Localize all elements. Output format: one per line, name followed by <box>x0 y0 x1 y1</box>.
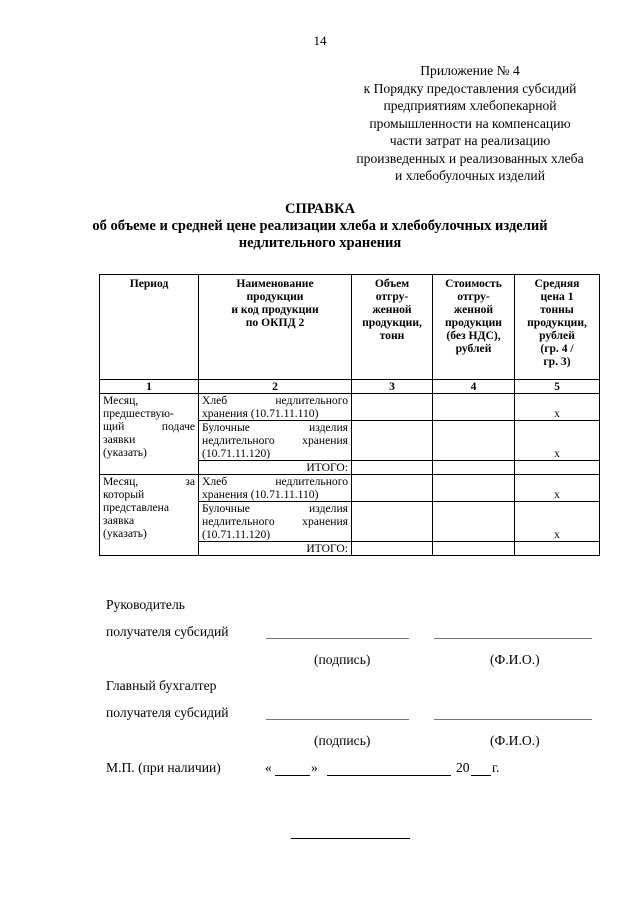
total-cost-cell <box>433 461 515 475</box>
page-number: 14 <box>313 33 327 48</box>
column-number: 5 <box>515 380 600 394</box>
title-line2: недлительного хранения <box>238 235 402 251</box>
appendix-line: Приложение № 4 <box>420 63 520 78</box>
date-close-quote: » <box>311 760 318 775</box>
date-open-quote: « <box>265 760 272 775</box>
signature-caption: (подпись) <box>314 733 371 748</box>
header-volume: Объем отгру- женной продукции, тонн <box>352 275 433 380</box>
product-name-cell: Хлеб недлительного хранения (10.71.11.110) <box>199 394 352 421</box>
cost-cell <box>433 502 515 542</box>
product-name-cell: Булочные изделия недлительного хранения (10.71.11.120) <box>199 421 352 461</box>
document-title <box>0 201 640 252</box>
closing-divider <box>291 838 410 839</box>
total-volume-cell <box>352 461 433 475</box>
total-average-cell <box>515 461 600 475</box>
date-month-field[interactable] <box>327 775 451 776</box>
header-cost: Стоимость отгру- женной продукции (без НДС), рублей <box>433 275 515 380</box>
title-line1: об объеме и средней цене реализации хлеба и хлебобулочных изделий <box>92 218 548 234</box>
average-price-cell: х <box>515 394 600 421</box>
appendix-line: промышленности на компенсацию <box>369 115 571 131</box>
cost-cell <box>433 475 515 502</box>
product-name-cell: Хлеб недлительного хранения (10.71.11.110) <box>199 475 352 502</box>
signature-caption: (подпись) <box>314 652 371 667</box>
name-caption: (Ф.И.О.) <box>490 733 540 748</box>
period-cell: Месяц, за который представлена заявка (указать) <box>100 475 199 556</box>
column-number-row <box>100 380 600 394</box>
average-price-cell: х <box>515 475 600 502</box>
year-prefix: 20 <box>456 760 470 775</box>
accountant-name-field[interactable] <box>434 719 592 720</box>
head-signature-field[interactable] <box>266 638 409 639</box>
total-cost-cell <box>433 542 515 556</box>
head-recipient-label: получателя субсидий <box>106 624 229 639</box>
appendix-line: части затрат на реализацию <box>389 133 551 148</box>
appendix-line: произведенных и реализованных хлеба <box>356 150 584 166</box>
head-name-field[interactable] <box>434 638 592 639</box>
volume-cell <box>352 502 433 542</box>
appendix-block <box>320 62 620 185</box>
header-product-name: Наименование продукции и код продукции по ОКПД 2 <box>199 275 352 380</box>
appendix-line: и хлебобулочных изделий <box>395 168 545 183</box>
period-cell: Месяц, предшествую- щий подаче заявки (указать) <box>100 394 199 475</box>
appendix-line: к Порядку предоставления субсидий <box>363 80 577 96</box>
total-label: ИТОГО: <box>199 542 352 556</box>
volume-cell <box>352 394 433 421</box>
product-name-cell: Булочные изделия недлительного хранения (10.71.11.120) <box>199 502 352 542</box>
appendix-line: предприятиям хлебопекарной <box>383 98 557 113</box>
table-row <box>100 475 600 502</box>
accountant-recipient-label: получателя субсидий <box>106 705 229 720</box>
accountant-label: Главный бухгалтер <box>106 678 217 693</box>
average-price-cell: х <box>515 421 600 461</box>
head-label: Руководитель <box>106 597 185 612</box>
cost-cell <box>433 421 515 461</box>
report-table <box>99 274 600 556</box>
cost-cell <box>433 394 515 421</box>
header-average-price: Средняя цена 1 тонны продукции, рублей (гр. 4 / гр. 3) <box>515 275 600 380</box>
title-main: СПРАВКА <box>285 201 355 217</box>
date-day-field[interactable] <box>275 775 310 776</box>
total-volume-cell <box>352 542 433 556</box>
accountant-signature-field[interactable] <box>266 719 409 720</box>
name-caption: (Ф.И.О.) <box>490 652 540 667</box>
header-period: Период <box>100 275 199 380</box>
date-year-field[interactable] <box>471 775 491 776</box>
column-number: 1 <box>100 380 199 394</box>
column-number: 3 <box>352 380 433 394</box>
average-price-cell: х <box>515 502 600 542</box>
total-label: ИТОГО: <box>199 461 352 475</box>
column-number: 2 <box>199 380 352 394</box>
header-row <box>100 275 600 380</box>
column-number: 4 <box>433 380 515 394</box>
volume-cell <box>352 475 433 502</box>
total-average-cell <box>515 542 600 556</box>
volume-cell <box>352 421 433 461</box>
stamp-label: М.П. (при наличии) <box>106 760 221 775</box>
year-suffix: г. <box>492 760 500 775</box>
table-row <box>100 394 600 421</box>
